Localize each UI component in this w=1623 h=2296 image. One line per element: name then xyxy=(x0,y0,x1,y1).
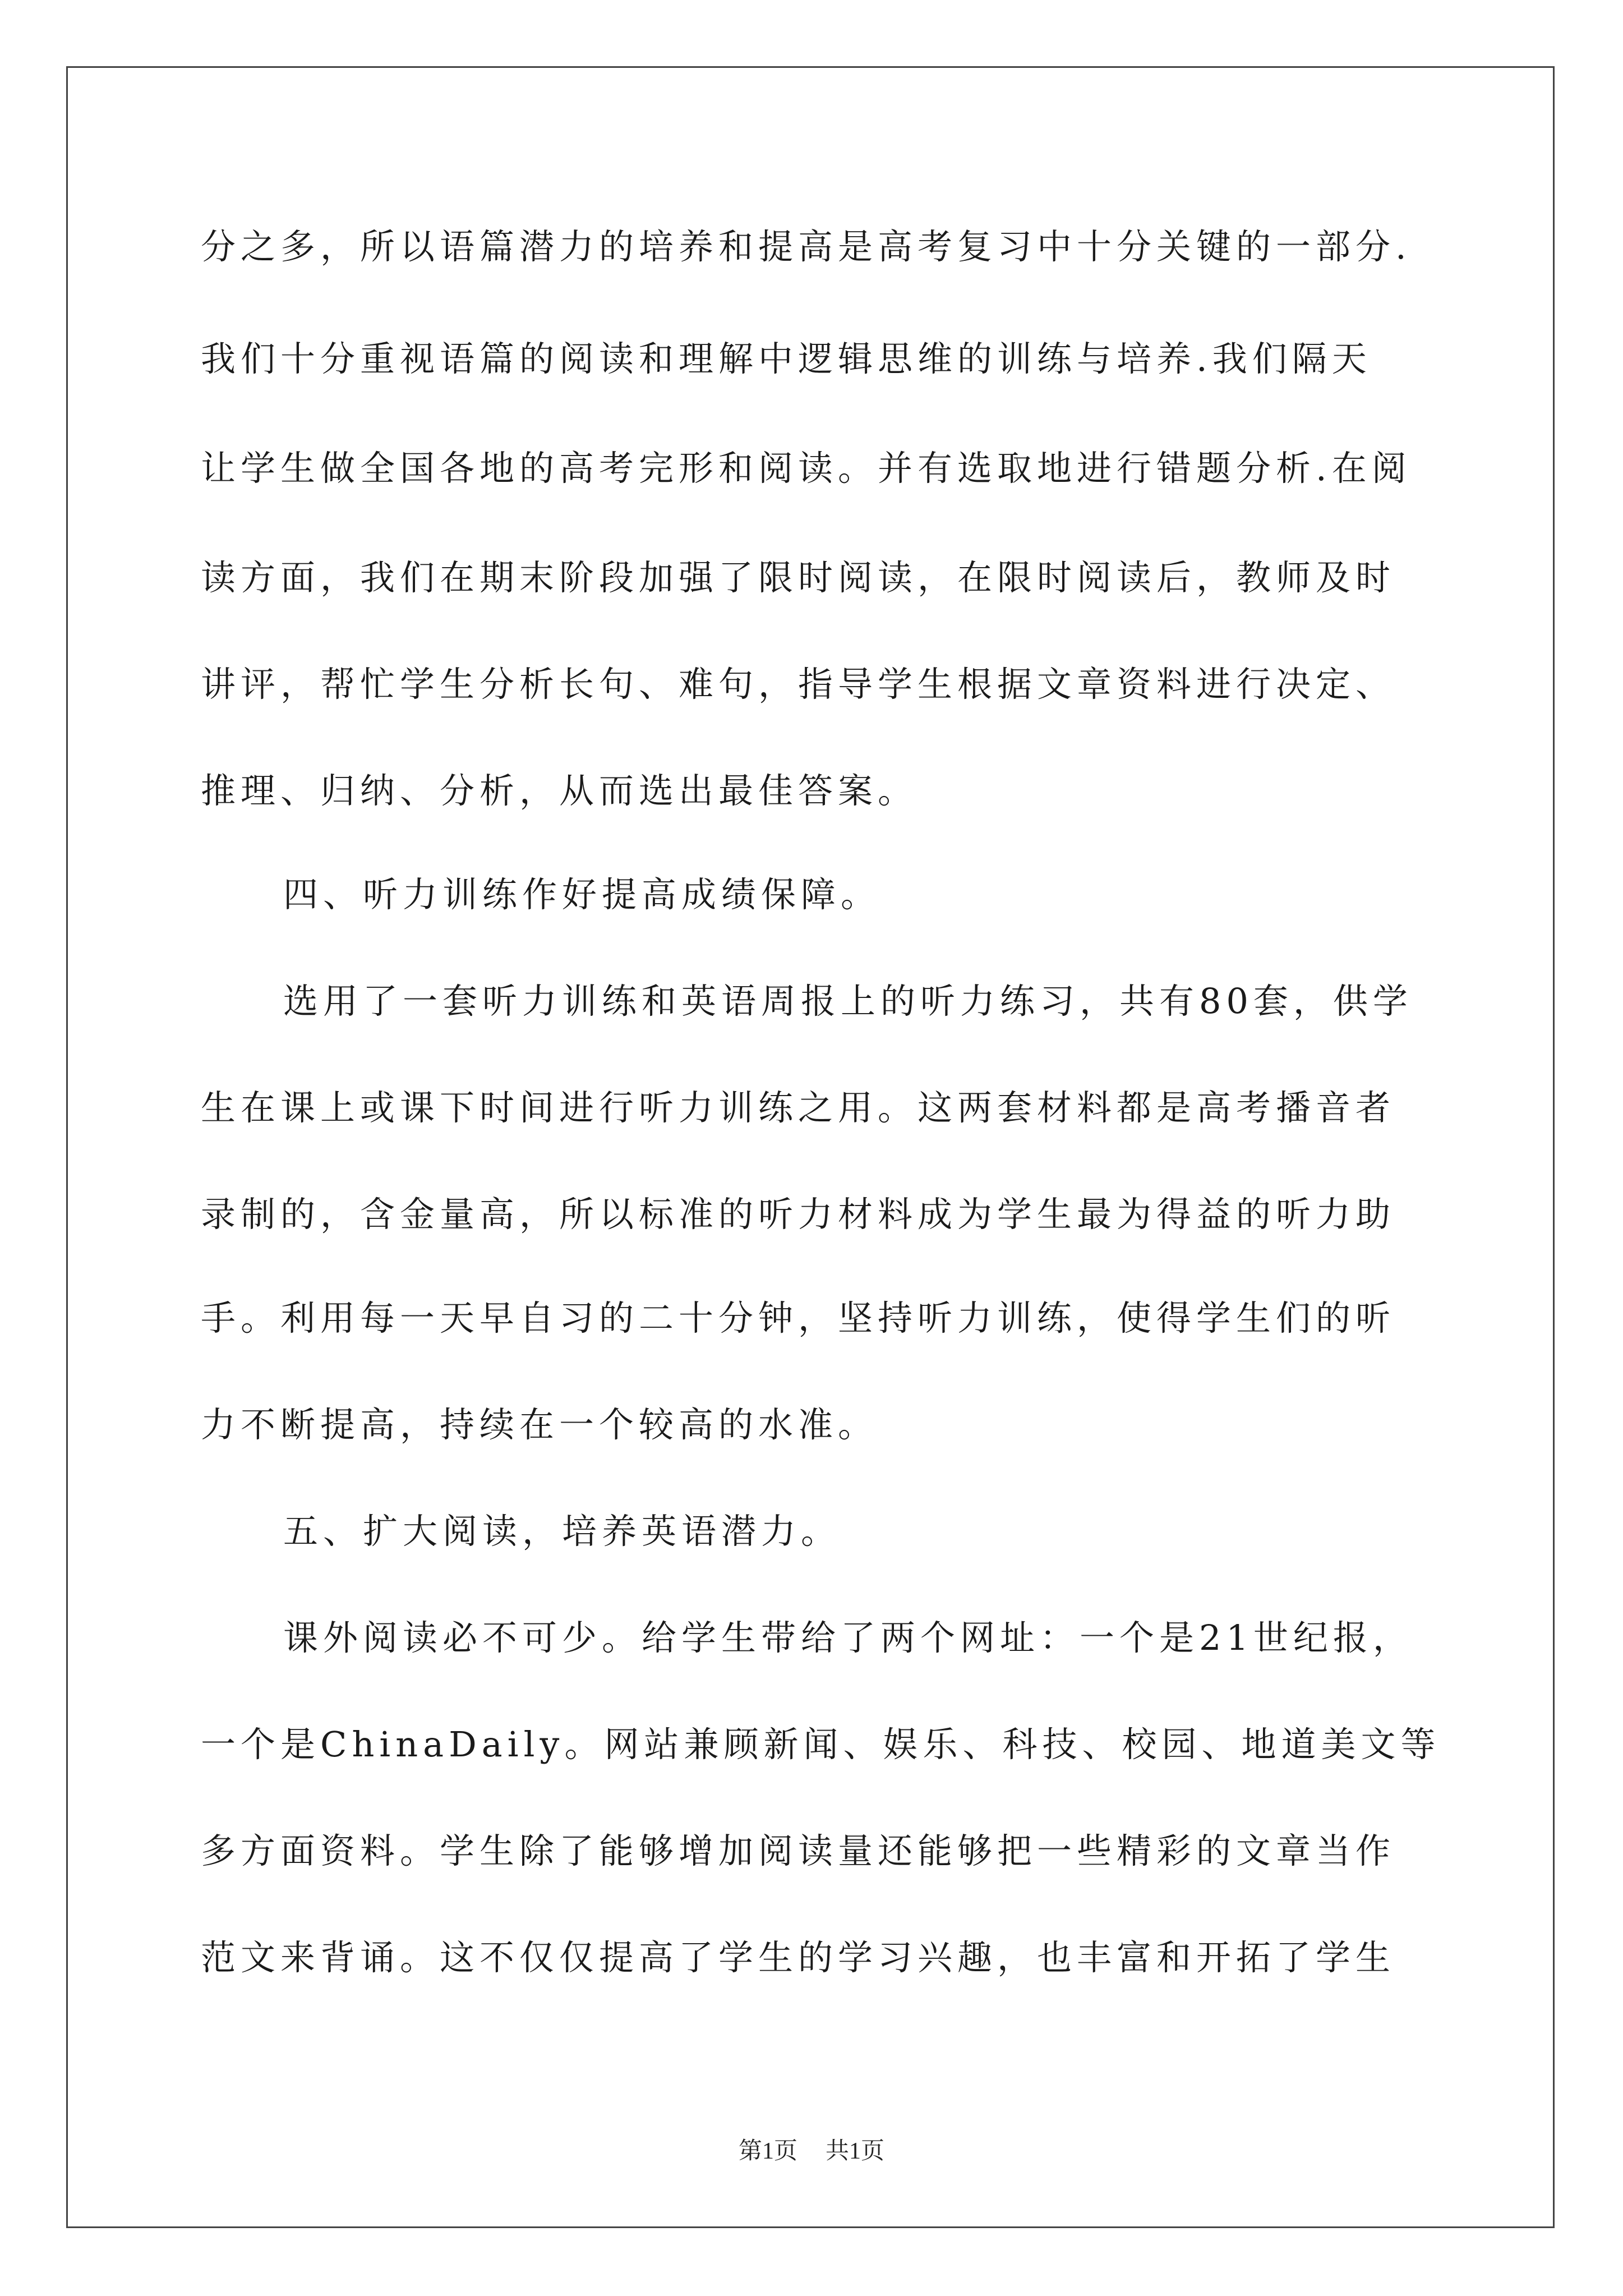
paragraph-line: 选用了一套听力训练和英语周报上的听力练习，共有80套，供学 xyxy=(283,981,1413,1022)
paragraph-line: 推理、归纳、分析，从而选出最佳答案。 xyxy=(201,770,918,811)
section-heading: 五、扩大阅读，培养英语潜力。 xyxy=(283,1511,841,1552)
paragraph-line: 让学生做全国各地的高考完形和阅读。并有选取地进行错题分析.在阅 xyxy=(201,448,1412,489)
paragraph-line: 范文来背诵。这不仅仅提高了学生的学习兴趣，也丰富和开拓了学生 xyxy=(201,1937,1396,1978)
paragraph-line: 力不断提高，持续在一个较高的水准。 xyxy=(201,1404,878,1445)
section-heading: 四、听力训练作好提高成绩保障。 xyxy=(283,874,881,915)
paragraph-line: 多方面资料。学生除了能够增加阅读量还能够把一些精彩的文章当作 xyxy=(201,1830,1396,1871)
paragraph-line: 课外阅读必不可少。给学生带给了两个网址：一个是21世纪报， xyxy=(283,1617,1413,1658)
page-footer xyxy=(0,2137,1623,2165)
page-total: 共1页 xyxy=(826,2138,885,2164)
paragraph-line: 生在课上或课下时间进行听力训练之用。这两套材料都是高考播音者 xyxy=(201,1087,1396,1128)
paragraph-line: 读方面，我们在期末阶段加强了限时阅读，在限时阅读后，教师及时 xyxy=(201,557,1396,598)
paragraph-line: 分之多，所以语篇潜力的培养和提高是高考复习中十分关键的一部分. xyxy=(201,226,1412,267)
paragraph-line: 讲评，帮忙学生分析长句、难句，指导学生根据文章资料进行决定、 xyxy=(201,664,1396,705)
paragraph-line: 一个是ChinaDaily。网站兼顾新闻、娱乐、科技、校园、地道美文等 xyxy=(201,1724,1441,1765)
page-border xyxy=(66,66,1555,2228)
paragraph-line: 我们十分重视语篇的阅读和理解中逻辑思维的训练与培养.我们隔天 xyxy=(201,338,1372,379)
page-number: 第1页 xyxy=(738,2138,797,2164)
paragraph-line: 手。利用每一天早自习的二十分钟，坚持听力训练，使得学生们的听 xyxy=(201,1297,1396,1338)
paragraph-line: 录制的，含金量高，所以标准的听力材料成为学生最为得益的听力助 xyxy=(201,1194,1396,1235)
